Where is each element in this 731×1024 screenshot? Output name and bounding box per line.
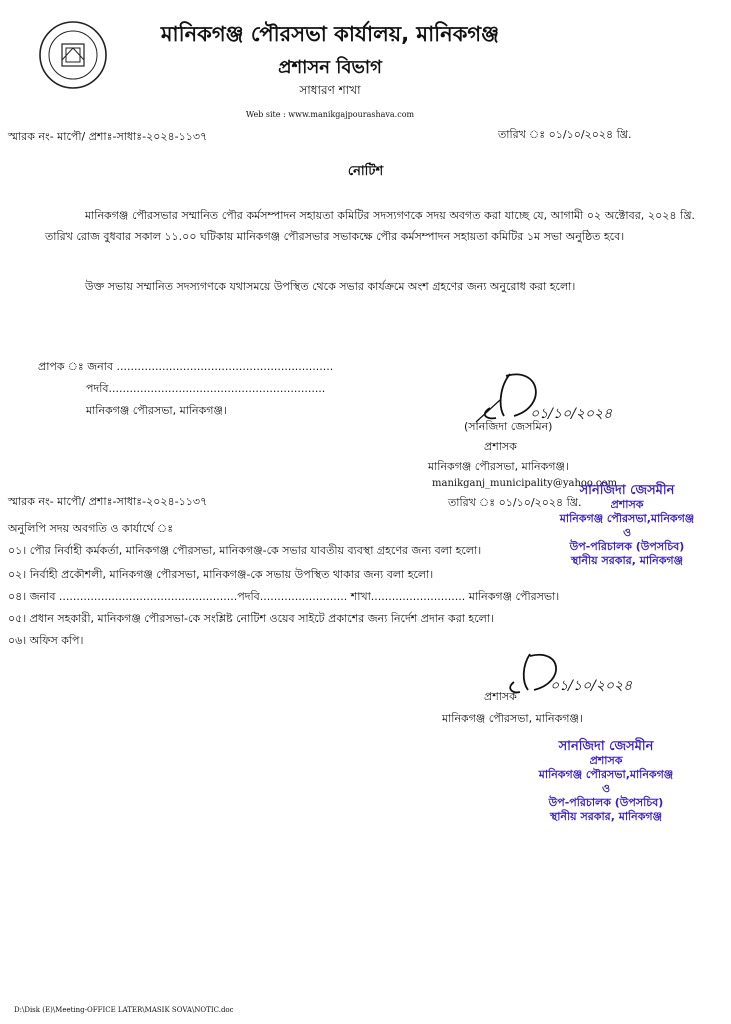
recipient-designation-line: পদবি.............................................................. (86, 382, 326, 395)
notice-body-text-1: মানিকগঞ্জ পৌরসভার সম্মানিত পৌর কর্মসম্পাদন সহায়তা কমিটির সদস্যগণকে সদয় অবগত করা যাচ্ছে যে, আগামী ০২ অক্টোবর, ২০২৪ খ্রি. তারিখ রোজ বুধবার সকাল ১১.০০ ঘটিকায় মানিকগঞ্জ পৌরসভার সভাকক্ষে পৌর কর্মসম্পাদন সহায়তা কমিটির ১ম সভা অনুষ্ঠিত হবে। (45, 209, 695, 243)
signer-2-title: প্রশাসক (484, 690, 517, 703)
stamp-1-name: সানজিদা জেসমীন (579, 483, 675, 498)
office-title: মানিকগঞ্জ পৌরসভা কার্যালয়, মানিকগঞ্জ (160, 22, 500, 46)
copy-item-05: ০৫। প্রধান সহকারী, মানিকগঞ্জ পৌরসভা-কে সংশ্লিষ্ট নোটিশ ওয়েব সাইটে প্রকাশের জন্য নির্দেশ প্রদান করা হলো। (8, 612, 494, 625)
copy-item-01: ০১। পৌর নির্বাহী কর্মকর্তা, মানিকগঞ্জ পৌরসভা, মানিকগঞ্জ-কে সভার যাবতীয় ব্যবস্থা গ্রহণের জন্য বলা হলো। (8, 544, 482, 557)
department-title: প্রশাসন বিভাগ (278, 57, 382, 78)
memo-reference: স্মারক নং- মাপৌ/ প্রশাঃ-সাধাঃ-২০২৪-১১৩৭ (8, 130, 208, 143)
stamp-2-and: ও (601, 782, 611, 795)
signer-1-title: প্রশাসক (484, 440, 517, 453)
copy-item-04: ০৪। জনাব ...................................................পদবি......................... শাখা........................... মানিকগঞ্জ পৌরসভা। (8, 590, 560, 603)
copy-memo-date: তারিখ ঃ ০১/১০/২০২৪ খ্রি. (448, 496, 582, 509)
memo-date: তারিখ ঃ ০১/১০/২০২৪ খ্রি. (498, 128, 632, 141)
copy-memo-reference: স্মারক নং- মাপৌ/ প্রশাঃ-সাধাঃ-২০২৪-১১৩৭ (8, 495, 208, 508)
file-path-footer: D:\Disk (E)\Meeting-OFFICE LATER\MASIK SOVA\NOTIC.doc (14, 1006, 234, 1014)
signer-1-email: manikganj_municipality@yahoo.com (432, 478, 618, 489)
notice-body-text-2: উক্ত সভায় সম্মানিত সদস্যগণকে যথাসময়ে উপস্থিত থেকে সভার কার্যক্রমে অংশ গ্রহণের জন্য অনুরোধ করা হলো। (85, 280, 576, 293)
stamp-1-line1: মানিকগঞ্জ পৌরসভা,মানিকগঞ্জ (559, 512, 695, 525)
signer-1-office: মানিকগঞ্জ পৌরসভা, মানিকগঞ্জ। (428, 460, 569, 473)
signer-2-office: মানিকগঞ্জ পৌরসভা, মানিকগঞ্জ। (442, 712, 583, 725)
stamp-2-name: সানজিদা জেসমীন (558, 739, 654, 754)
stamp-2-line3: স্থানীয় সরকার, মানিকগঞ্জ (549, 810, 663, 823)
website-line: Web site : www.manikgajpourashava.com (245, 110, 415, 119)
stamp-2-line2: উপ-পরিচালক (উপসচিব) (548, 796, 664, 809)
recipient-office-line: মানিকগঞ্জ পৌরসভা, মানিকগঞ্জ। (86, 404, 227, 417)
copy-intro: অনুলিপি সদয় অবগতি ও কার্যার্থে ঃ (8, 522, 174, 535)
notice-body-paragraph-2 (45, 276, 695, 297)
stamp-1-line3: স্থানীয় সরকার, মানিকগঞ্জ (570, 554, 684, 567)
signer-1-name: (সানজিদা জেসমিন) (464, 420, 553, 433)
municipality-seal-logo (38, 20, 108, 90)
stamp-2-role: প্রশাসক (589, 754, 623, 767)
branch-title: সাধারণ শাখা (299, 83, 361, 97)
recipient-name-line: প্রাপক ঃ জনাব .............................................................. (38, 360, 334, 373)
copy-item-06: ০৬। অফিস কপি। (8, 634, 84, 647)
stamp-1-line2: উপ-পরিচালক (উপসচিব) (569, 540, 685, 553)
stamp-1-role: প্রশাসক (610, 498, 644, 511)
stamp-1-and: ও (622, 526, 632, 539)
signature-1-date: ০১/১০/২০২৪ (530, 406, 613, 422)
stamp-2-line1: মানিকগঞ্জ পৌরসভা,মানিকগঞ্জ (538, 768, 674, 781)
signature-2-date: ০১/১০/২০২৪ (550, 678, 633, 694)
notice-body-paragraph-1 (45, 205, 695, 247)
copy-item-02: ০২। নির্বাহী প্রকৌশলী, মানিকগঞ্জ পৌরসভা, মানিকগঞ্জ-কে সভায় উপস্থিত থাকার জন্য বলা হলো। (8, 568, 434, 581)
notice-title: নোটিশ (347, 164, 384, 179)
official-stamp-2 (506, 740, 706, 824)
